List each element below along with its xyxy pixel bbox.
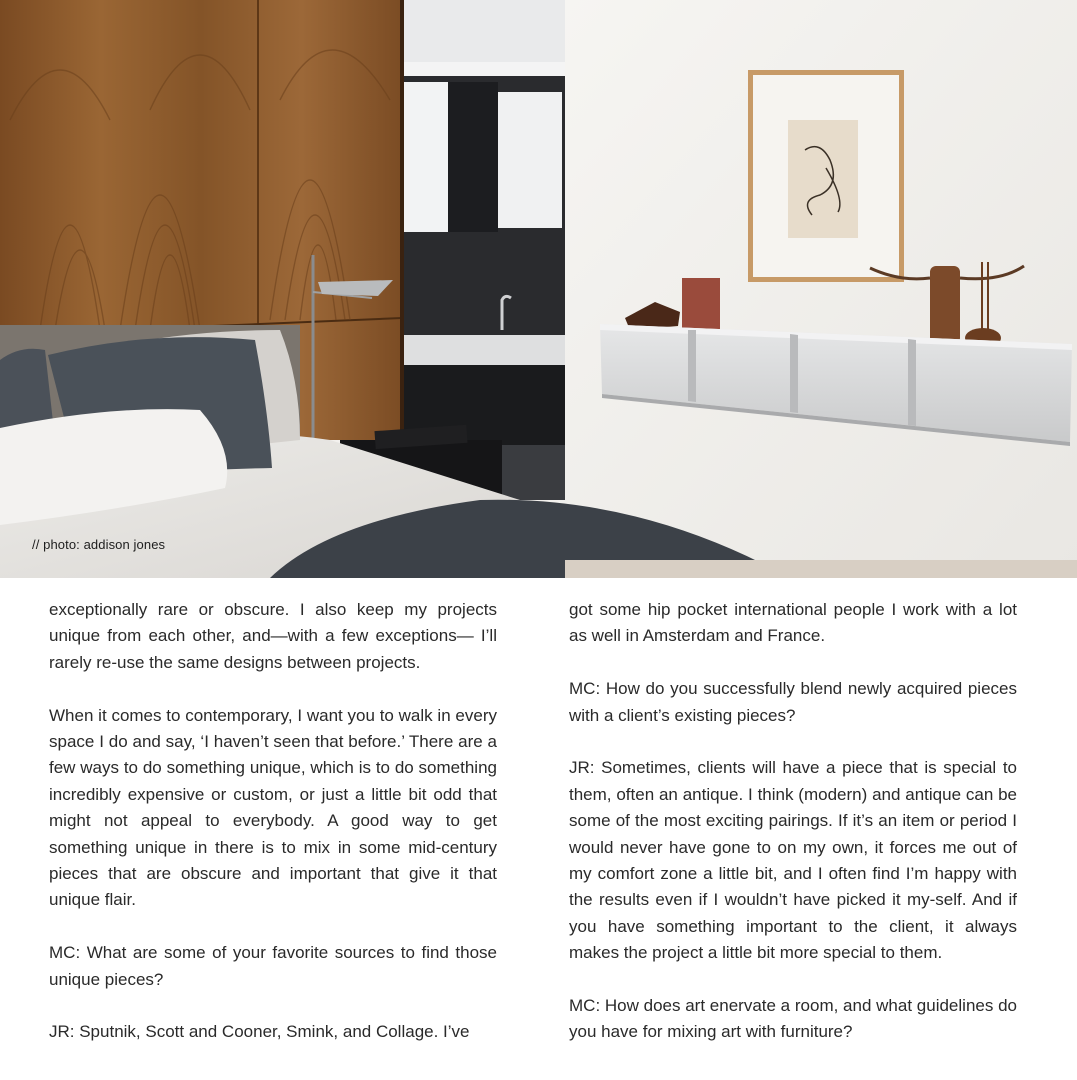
bathroom-window-right (498, 92, 562, 228)
bathtub (400, 335, 565, 365)
answer: JR: Sputnik, Scott and Cooner, Smink, and Collage. I’ve (49, 1022, 470, 1042)
paragraph: got some hip pocket international people I work with a lot as well in Amsterdam and France. (569, 600, 1017, 646)
question: MC: How do you successfully blend newly acquired pieces with a client’s existing pieces? (569, 679, 1017, 725)
photo-caption: // photo: addison jones (32, 537, 166, 552)
wood-vase (930, 266, 960, 344)
article-column-right (569, 597, 1017, 1072)
paragraph: When it comes to contemporary, I want you to walk in every space I do and say, ‘I haven’t seen that before.’ There are a few ways to do something unique, which is to do something incredibly expensive or custom, or just a little bit odd that might not appeal to everybody. A good way to get something unique in there is to mix in some mid-century pieces that are obscure and important that give it that unique flair. (49, 705, 497, 910)
article-column-left (49, 597, 497, 1072)
answer: JR: Sometimes, clients will have a piece that is special to them, often an antique. I think (modern) and antique can be some of the most exciting pairings. If it’s an item or period I would never have gone to on my own, it forces me out of my comfort zone a little bit, and I often find I’m happy with the results even if I wouldn’t have picked it my-self. And if you have something important to the client, it always makes the project a little bit more special to them. (569, 758, 1017, 963)
art-sketch (788, 120, 858, 238)
paragraph: exceptionally rare or obscure. I also keep my projects unique from each other, and—with a few exceptions— I’ll rarely re-use the same designs between projects. (49, 600, 497, 672)
bathroom-window-left (402, 82, 448, 232)
marble-box (682, 278, 720, 330)
question: MC: How does art enervate a room, and what guidelines do you have for mixing art with furniture? (569, 996, 1017, 1042)
question: MC: What are some of your favorite sources to find those unique pieces? (49, 943, 497, 989)
